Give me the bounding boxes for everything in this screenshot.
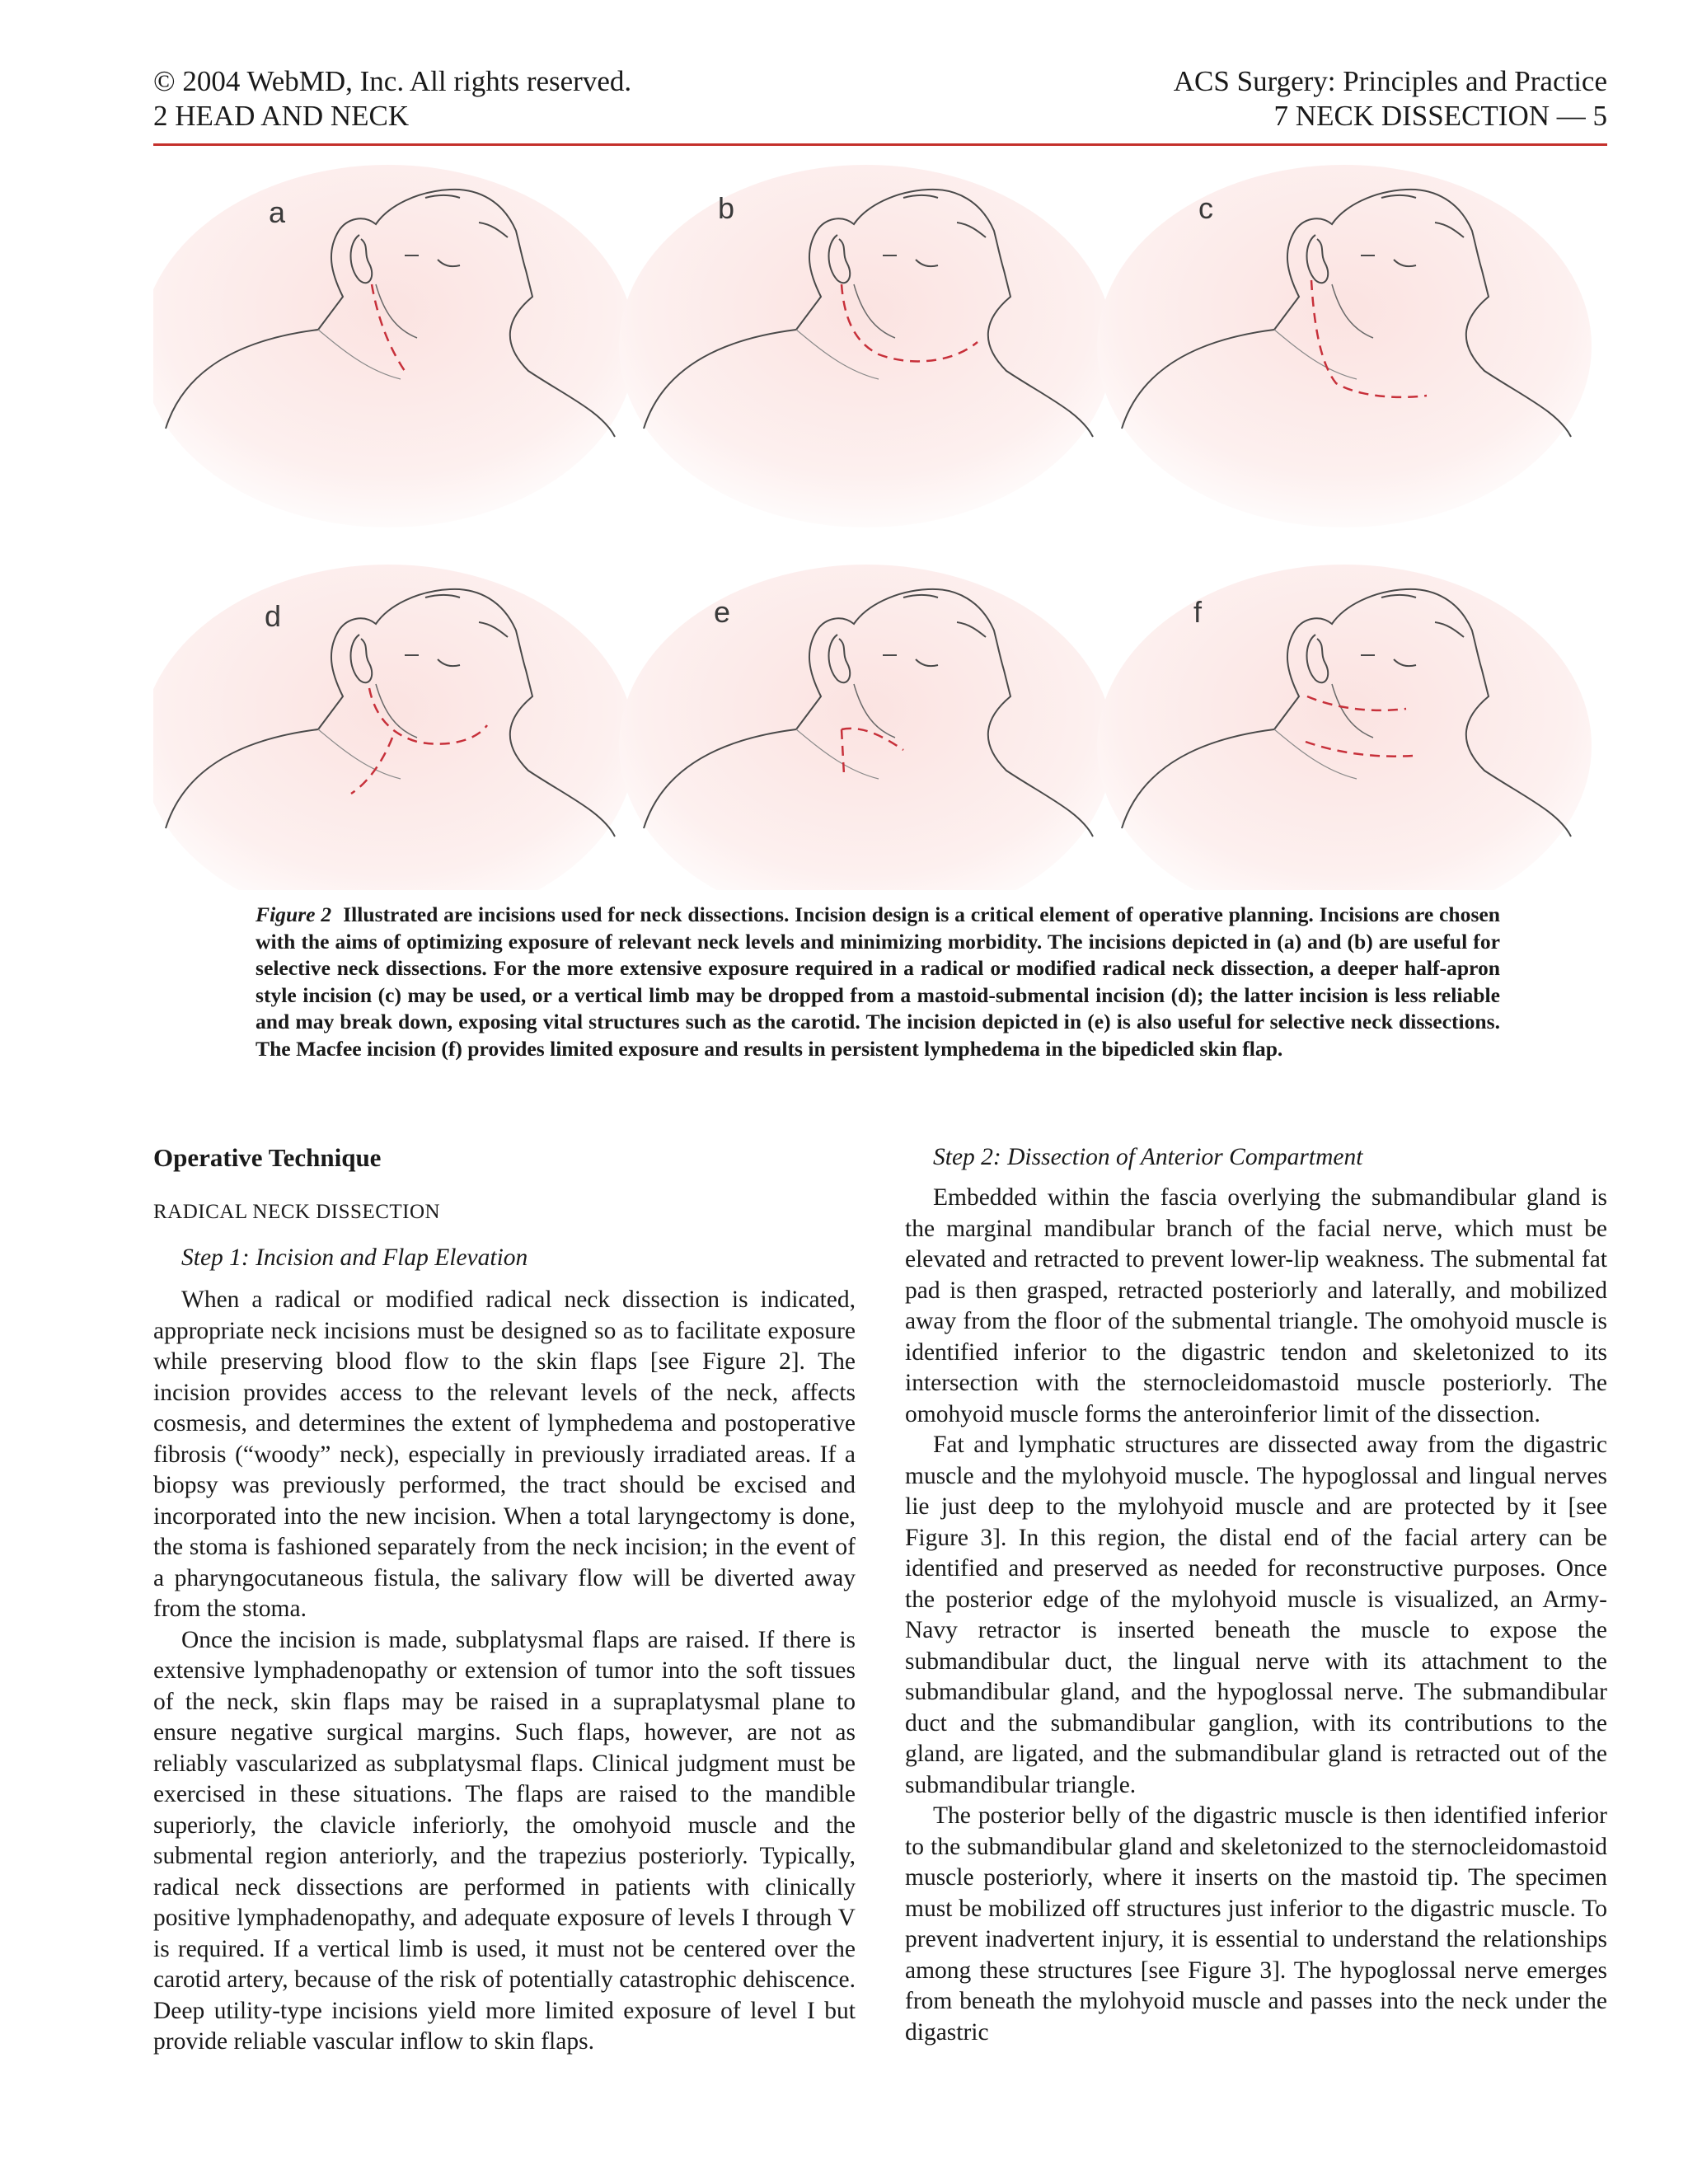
panel-letter-d: d — [265, 599, 282, 633]
header-rule — [153, 143, 1607, 146]
panel-d — [153, 565, 635, 890]
section-title: Operative Technique — [153, 1143, 382, 1172]
chapter-line: 7 NECK DISSECTION — 5 — [1273, 100, 1607, 132]
panel-f — [1097, 565, 1592, 890]
step-2-heading: Step 2: Dissection of Anterior Compartment — [933, 1144, 1363, 1170]
paragraph: Once the incision is made, subplatysmal flaps are raised. If there is extensive lymphadenopathy or extension of tumor into the soft tissues of the neck, skin flaps may be raised in a supraplatysmal plane to ensure negative surgical margins. Such flaps, however, are not as reliably vascularized as subplatysmal flaps. Clinical judgment must be exercised in these situations. The flaps are raised to the mandible superiorly, the clavicle inferiorly, the omohyoid muscle and the submental region anteriorly, and the trapezius posteriorly. Typically, radical neck dissections are performed in patients with clinically positive lymphadenopathy, and adequate exposure of levels I through V is required. If a vertical limb is used, it must not be centered over the carotid artery, because of the risk of potentially catastrophic dehiscence. Deep utility-type incisions yield more limited exposure of level I but provide reliable vascular inflow to skin flaps. — [153, 1626, 856, 2055]
paragraph: Fat and lymphatic structures are dissected away from the digastric muscle and the mylohyoid muscle. The hypoglossal and lingual nerves lie just deep to the mylohyoid muscle and are protected by it [see Figure 3]. In this region, the distal end of the facial artery can be identified and preserved as needed for reconstructive purposes. Once the posterior edge of the mylohyoid muscle is visualized, an Army-Navy retractor is inserted beneath the muscle to expose the submandibular duct, the lingual nerve with its attachment to the submandibular gland, and the hypoglossal nerve. The submandibular duct and the submandibular ganglion, with its contributions to the gland, are ligated, and the submandibular gland is retracted out of the submandibular triangle. — [905, 1432, 1607, 1798]
panel-b — [619, 165, 1114, 527]
running-header-left — [153, 64, 631, 134]
panel-letter-a: a — [269, 195, 286, 229]
figure-2-illustration — [153, 157, 1607, 890]
copyright-line: © 2004 WebMD, Inc. All rights reserved. — [153, 65, 632, 97]
panel-letter-e: e — [714, 595, 731, 629]
step-1-heading: Step 1: Incision and Flap Elevation — [181, 1244, 528, 1271]
panel-letter-f: f — [1193, 595, 1203, 629]
paragraph: The posterior belly of the digastric muscle is then identified inferior to the submandibular gland and skeletonized to the sternocleidomastoid muscle posteriorly, where it inserts on the mastoid tip. The specimen must be mobilized off structures just inferior to the digastric muscle. To prevent inadvertent injury, it is essential to understand the relationships among these structures [see Figure 3]. The hypoglossal nerve emerges from beneath the mylohyoid muscle and passes into the neck under the digastric — [905, 1802, 1607, 2046]
figure-caption — [256, 902, 1500, 1063]
caption-text: Illustrated are incisions used for neck dissections. Incision design is a critical element of operative planning. Incisions are chosen with the aims of optimizing exposure of relevant neck levels and minimizing morbidity. The incisions depicted in (a) and (b) are useful for selective neck dissections. For the more extensive exposure required in a radical or modified radical neck dissection, a deeper half-apron style incision (c) may be used, or a vertical limb may be dropped from a mastoid-submental incision (d); the latter incision is less reliable and may break down, exposing vital structures such as the carotid. The incision depicted in (e) is also useful for selective neck dissections. The Macfee incision (f) provides limited exposure and results in persistent lymphedema in the bipedicled skin flap. — [256, 902, 1500, 1061]
panel-a — [153, 165, 635, 527]
subsection-heading: RADICAL NECK DISSECTION — [153, 1201, 441, 1223]
panel-letter-b: b — [718, 191, 735, 225]
book-title: ACS Surgery: Principles and Practice — [1173, 65, 1607, 97]
panel-c — [1097, 165, 1592, 527]
paragraph: When a radical or modified radical neck dissection is indicated, appropriate neck incisions must be designed so as to facilitate exposure while preserving blood flow to the skin flaps [see Figure 2]. The incision provides access to the relevant levels of the neck, affects cosmesis, and determines the extent of lymphedema and postoperative fibrosis (“woody” neck), especially in previously irradiated areas. If a biopsy was previously performed, the tract should be excised and incorporated into the new incision. When a total laryngectomy is done, the stoma is fashioned separately from the neck incision; in the event of a pharyngocutaneous fistula, the salivary flow will be diverted away from the stoma. — [153, 1286, 856, 1622]
section-line: 2 HEAD AND NECK — [153, 100, 410, 132]
panel-e — [619, 565, 1114, 890]
panel-letter-c: c — [1198, 191, 1213, 225]
left-column — [153, 1141, 856, 2058]
right-column — [905, 1141, 1607, 2048]
paragraph: Embedded within the fascia overlying the submandibular gland is the marginal mandibular branch of the facial nerve, which must be elevated and retracted to prevent lower-lip weakness. The submental fat pad is then grasped, retracted posteriorly and laterally, and mobilized away from the floor of the submental triangle. The omohyoid muscle is identified inferior to the digastric tendon and skeletonized to its intersection with the sternocleidomastoid muscle posteriorly. The omohyoid muscle forms the anteroinferior limit of the dissection. — [905, 1184, 1607, 1427]
figure-label: Figure 2 — [256, 902, 332, 926]
running-header-right — [890, 64, 1607, 134]
